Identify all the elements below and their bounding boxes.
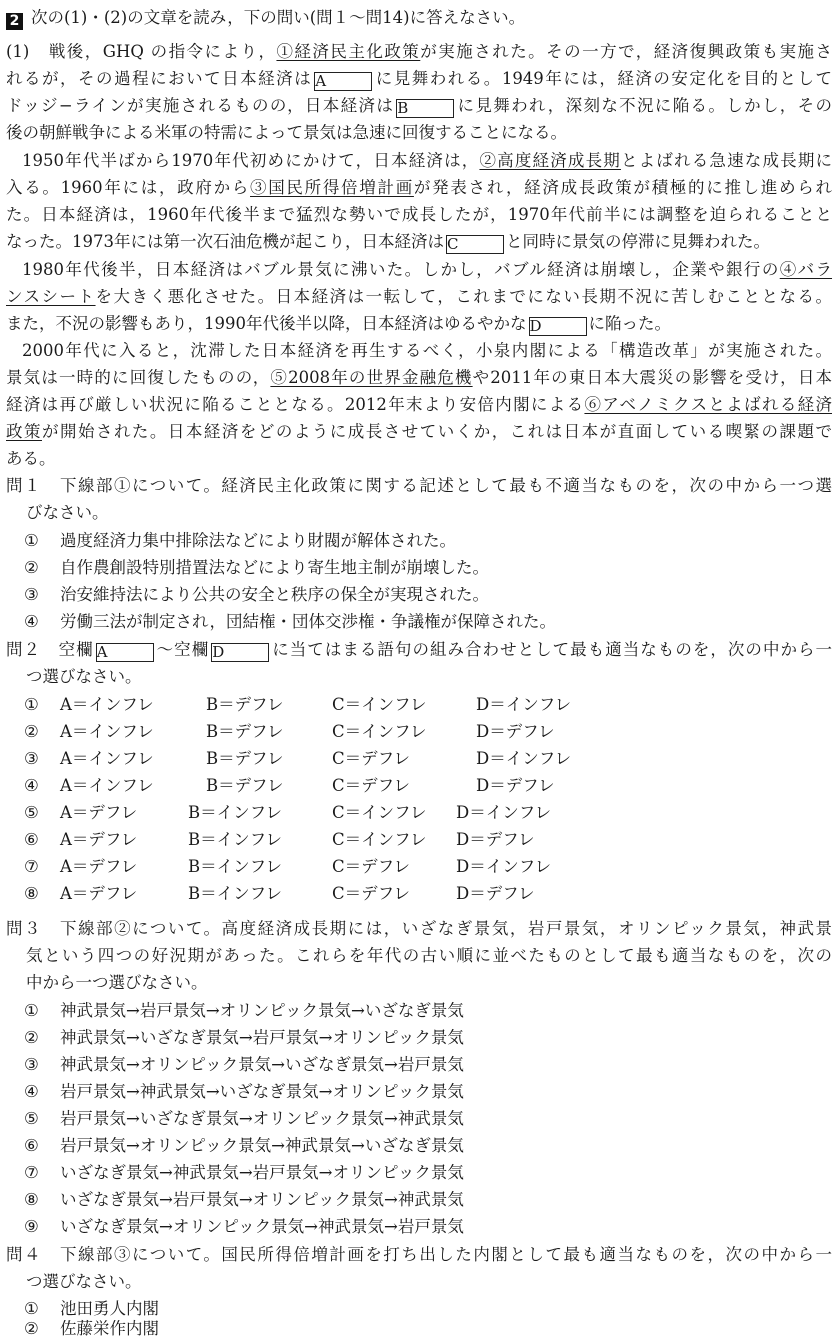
blank-box-d-ref: D — [211, 643, 269, 662]
option-number: ⑦ — [24, 857, 39, 876]
option-number: ⑥ — [24, 830, 39, 849]
passage-line: (1) 戦後，GHQ の指令により，①経済民主化政策が実施された。その一方で，経済復興政策も実施さ — [6, 42, 833, 61]
passage-line: 2000年代に入ると，沈滞した日本経済を再生するべく，小泉内閣による「構造改革」が実施された。 — [22, 341, 832, 360]
question-3-stem: 問３ 下線部②について。高度経済成長期には，いざなぎ景気，岩戸景気，オリンピック景気，神武景 — [6, 919, 832, 938]
choice-option[interactable]: ② 自作農創設特別措置法などにより寄生地主制が崩壊した。 — [24, 558, 489, 577]
combo-term-d: D＝デフレ — [456, 830, 535, 849]
choice-option[interactable]: ⑧ いざなぎ景気→岩戸景気→オリンピック景気→神武景気 — [24, 1190, 464, 1209]
passage-line: た。日本経済は，1960年代後半まで猛烈な勢いで成長したが，1970年代前半には調整を迫られることと — [6, 205, 832, 224]
passage-line: 政策が開始された。日本経済をどのように成長させていくか，これは日本が直面している喫緊の課題で — [6, 422, 833, 441]
passage-line: ンスシートを大きく悪化させた。日本経済は一転して，これまでにない長期不況に苦しむこととなる。 — [6, 287, 832, 306]
choice-option[interactable]: ① 神武景気→岩戸景気→オリンピック景気→いざなぎ景気 — [24, 1001, 464, 1020]
passage-line: 景気は一時的に回復したものの，⑤2008年の世界金融危機や2011年の東日本大震災の影響を受け，日本 — [6, 368, 833, 387]
passage-line: れるが，その過程において日本経済は A に見舞われる。1949年には，経済の安定化を目的として — [6, 69, 833, 90]
choice-option[interactable]: ③ 治安維持法により公共の安全と秩序の保全が実現された。 — [24, 585, 489, 604]
option-number: ④ — [24, 776, 39, 795]
combo-term-b: B＝デフレ — [206, 695, 284, 714]
combo-term-b: B＝デフレ — [206, 776, 284, 795]
choice-option[interactable]: ⑥ 岩戸景気→オリンピック景気→神武景気→いざなぎ景気 — [24, 1136, 464, 1155]
passage-line: 1980年代後半，日本経済はバブル景気に沸いた。しかし，バブル経済は崩壊し，企業や銀行の④バラ — [22, 260, 833, 279]
combo-term-a: A＝デフレ — [60, 857, 138, 876]
passage-line: 経済は再び厳しい状況に陥ることとなる。2012年末より安倍内閣による⑥アベノミクスとよばれる経済 — [6, 395, 832, 414]
combo-term-a: A＝インフレ — [60, 722, 154, 741]
combo-term-b: B＝インフレ — [188, 803, 282, 822]
underline-4a: ④バラ — [779, 260, 833, 279]
combo-term-b: B＝インフレ — [188, 857, 282, 876]
combo-term-a: A＝インフレ — [60, 695, 154, 714]
blank-box-b: B — [396, 99, 454, 118]
option-number: ⑤ — [24, 803, 39, 822]
choice-option[interactable]: ④ 岩戸景気→神武景気→いざなぎ景気→オリンピック景気 — [24, 1082, 464, 1101]
question-2-stem: 問２ 空欄 A ～空欄 D に当てはまる語句の組み合わせとして最も適当なものを，次の中から一 — [6, 640, 833, 661]
underline-1: ①経済民主化政策 — [276, 42, 421, 61]
question-4-stem: つ選びなさい。 — [26, 1272, 142, 1291]
combo-term-d: D＝インフレ — [456, 857, 552, 876]
combo-term-c: C＝インフレ — [332, 803, 427, 822]
combo-term-c: C＝インフレ — [332, 722, 427, 741]
combo-term-c: C＝インフレ — [332, 830, 427, 849]
choice-option[interactable]: ② 神武景気→いざなぎ景気→岩戸景気→オリンピック景気 — [24, 1028, 464, 1047]
underline-6a: ⑥アベノミクスとよばれる経済 — [584, 395, 832, 414]
choice-option[interactable]: ⑨ いざなぎ景気→オリンピック景気→神武景気→岩戸景気 — [24, 1217, 464, 1236]
underline-3: ③国民所得倍増計画 — [250, 178, 414, 197]
underline-5: ⑤2008年の世界金融危機 — [270, 368, 473, 387]
combo-term-a: A＝インフレ — [60, 776, 154, 795]
combo-term-d: D＝デフレ — [476, 776, 555, 795]
question-4-stem: 問４ 下線部③について。国民所得倍増計画を打ち出した内閣として最も適当なものを，次の中から一 — [6, 1245, 832, 1264]
option-number: ③ — [24, 749, 39, 768]
underline-4b: ンスシート — [6, 287, 96, 306]
underline-6b: 政策 — [6, 422, 42, 441]
passage-line: ある。 — [6, 449, 56, 468]
combo-term-d: D＝デフレ — [456, 884, 535, 903]
choice-option[interactable]: ⑦ いざなぎ景気→神武景気→岩戸景気→オリンピック景気 — [24, 1163, 464, 1182]
question-3-stem: 中から一つ選びなさい。 — [26, 973, 208, 992]
combo-term-c: C＝デフレ — [332, 884, 410, 903]
combo-term-a: A＝インフレ — [60, 749, 154, 768]
question-3-stem: 気という四つの好況期があった。これらを年代の古い順に並べたものとして最も適当なものを，次の — [26, 946, 832, 965]
combo-term-b: B＝デフレ — [206, 749, 284, 768]
option-number: ① — [24, 695, 39, 714]
choice-option[interactable]: ③ 神武景気→オリンピック景気→いざなぎ景気→岩戸景気 — [24, 1055, 464, 1074]
question-1-stem: 問１ 下線部①について。経済民主化政策に関する記述として最も不適当なものを，次の中から一つ選 — [6, 476, 832, 495]
choice-option[interactable]: ① 過度経済力集中排除法などにより財閥が解体された。 — [24, 531, 456, 550]
choice-option[interactable]: ② 佐藤栄作内閣 — [24, 1319, 159, 1338]
combo-term-c: C＝インフレ — [332, 695, 427, 714]
section-instruction: 次の(1)・(2)の文章を読み，下の問い(問１～問14)に答えなさい。 — [31, 8, 526, 27]
combo-term-a: A＝デフレ — [60, 884, 138, 903]
blank-box-c: C — [446, 235, 504, 254]
combo-term-c: C＝デフレ — [332, 749, 410, 768]
passage-line: 入る。1960年には，政府から③国民所得倍増計画が発表され，経済成長政策が積極的に推し進められ — [6, 178, 833, 197]
combo-term-d: D＝デフレ — [476, 722, 555, 741]
section-number-badge: 2 — [6, 13, 23, 30]
combo-term-d: D＝インフレ — [476, 749, 572, 768]
option-number: ② — [24, 722, 39, 741]
combo-term-b: B＝インフレ — [188, 884, 282, 903]
choice-option[interactable]: ④ 労働三法が制定され，団結権・団体交渉権・争議権が保障された。 — [24, 612, 556, 631]
section-header — [6, 8, 525, 30]
combo-term-d: D＝インフレ — [476, 695, 572, 714]
passage-line: 後の朝鮮戦争による米軍の特需によって景気は急速に回復することになる。 — [6, 123, 567, 142]
passage-line: ドッジ−ラインが実施されるものの，日本経済は B に見舞われ，深刻な不況に陥る。しかし，その — [6, 96, 832, 117]
blank-box-a: A — [314, 72, 372, 91]
combo-term-d: D＝インフレ — [456, 803, 552, 822]
underline-2: ②高度経済成長期 — [479, 151, 621, 170]
combo-term-a: A＝デフレ — [60, 830, 138, 849]
blank-box-d: D — [529, 317, 587, 336]
passage-line: 1950年代半ばから1970年代初めにかけて，日本経済は，②高度経済成長期とよばれる急速な成長期に — [22, 151, 833, 170]
choice-option[interactable]: ① 池田勇人内閣 — [24, 1299, 159, 1318]
choice-option[interactable]: ⑤ 岩戸景気→いざなぎ景気→オリンピック景気→神武景気 — [24, 1109, 464, 1128]
passage-line: なった。1973年には第一次石油危機が起こり，日本経済は C と同時に景気の停滞に見舞われた。 — [6, 232, 770, 253]
passage-line: また，不況の影響もあり，1990年代後半以降，日本経済はゆるやかな D に陥った。 — [6, 314, 671, 335]
combo-term-b: B＝インフレ — [188, 830, 282, 849]
combo-term-c: C＝デフレ — [332, 776, 410, 795]
combo-term-c: C＝デフレ — [332, 857, 410, 876]
combo-term-b: B＝デフレ — [206, 722, 284, 741]
question-2-stem: つ選びなさい。 — [26, 667, 142, 686]
blank-box-a-ref: A — [96, 643, 154, 662]
question-1-stem: びなさい。 — [26, 503, 109, 522]
option-number: ⑧ — [24, 884, 39, 903]
combo-term-a: A＝デフレ — [60, 803, 138, 822]
